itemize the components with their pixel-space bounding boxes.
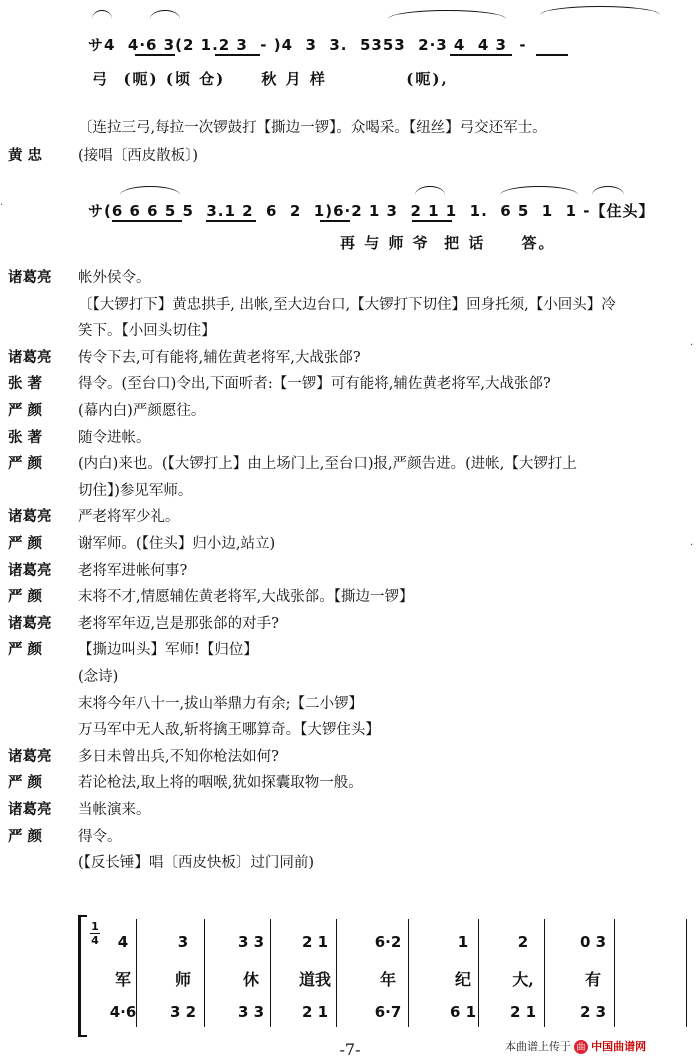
lower-note: 6·7 xyxy=(374,1003,402,1021)
dialogue-text: (念诗) xyxy=(78,669,119,685)
lower-note: 6 1 xyxy=(449,1003,477,1021)
watermark-site: 中国曲谱网 xyxy=(591,1041,647,1053)
slur-mark xyxy=(120,186,180,195)
dialogue-text: 老将军进帐何事? xyxy=(78,562,188,579)
notation-line-2: サ(6 6 6 5 5 3.1 2 6 2 1)6·2 1 3 2 1 1 1. 6 5 1 1 -【住头】 xyxy=(88,202,655,220)
time-signature-top: 1 xyxy=(91,920,99,933)
underline-mark xyxy=(536,54,568,56)
lower-note: 3 2 xyxy=(169,1003,197,1021)
underline-mark xyxy=(206,220,256,222)
dialogue-text: 〔【大锣打下】黄忠拱手, 出帐,至大边台口,【大锣打下切住】回身托须,【小回头】冷 xyxy=(78,296,616,313)
dialogue-text: (内白)来也。(【大锣打上】由上场门上,至台口)报,严颜告进。(进帐,【大锣打上 xyxy=(78,456,577,473)
dialogue-text: 得令。(至台口)令出,下面听者:【一锣】可有能将,辅佐黄老将军,大战张郃? xyxy=(78,376,551,393)
score-lyric: 年 xyxy=(379,970,396,989)
underline-mark xyxy=(135,54,175,56)
upper-note: 4 xyxy=(117,933,129,951)
upper-note: 3 3 xyxy=(237,933,265,951)
slur-mark xyxy=(388,10,506,19)
margin-mark: · xyxy=(690,340,694,351)
notation-line-1: サ4 4·6 3(2 1.2 3 - )4 3 3. 5353 2·3 4 4 3 - xyxy=(88,36,527,54)
dialogue-text: (接唱〔西皮散板〕) xyxy=(78,148,199,164)
dialogue-text: 笑下。【小回头切住】 xyxy=(78,323,216,340)
speaker-name: 诸葛亮 xyxy=(8,561,52,579)
page-number: -7- xyxy=(339,1040,361,1059)
stage-direction-text: 〔连拉三弓,每拉一次锣鼓打【撕边一锣】。众喝采。【纽丝】弓交还军士。 xyxy=(78,120,547,136)
lower-note: 4·6 xyxy=(109,1003,137,1021)
dialogue-text: 得令。 xyxy=(78,828,122,845)
dialogue-text: 帐外侯令。 xyxy=(78,270,151,286)
bar-line xyxy=(686,919,687,1027)
lyric-line-1: 弓 (呃) (顷 仓) 秋 月 样 (呃), xyxy=(92,70,449,88)
dialogue-text: (幕内白)严颜愿往。 xyxy=(78,403,206,419)
dialogue-text: 传令下去,可有能将,辅佐黄老将军,大战张郃? xyxy=(78,349,361,366)
speaker-name: 严 颜 xyxy=(8,588,43,606)
score-lyric: 有 xyxy=(584,970,601,989)
speaker-name: 诸葛亮 xyxy=(8,747,52,765)
upper-note: 2 1 xyxy=(301,933,329,951)
upper-note: 1 xyxy=(457,933,469,951)
score-lyric: 师 xyxy=(174,970,191,989)
dialogue-text: 老将军年迈,岂是那张郃的对手? xyxy=(78,615,279,632)
upper-note: 3 xyxy=(177,933,189,951)
speaker-name: 诸葛亮 xyxy=(8,348,52,366)
slur-mark xyxy=(500,186,578,195)
upper-note: 6·2 xyxy=(374,933,402,951)
dialogue-text: 当帐演来。 xyxy=(78,802,151,818)
dialogue-text: 若论枪法,取上将的咽喉,犹如探囊取物一般。 xyxy=(78,775,363,792)
dialogue-text: 末将今年八十一,拔山举鼎力有余;【二小锣】 xyxy=(78,695,363,712)
dialogue-text: 随令进帐。 xyxy=(78,429,151,446)
speaker-name: 诸葛亮 xyxy=(8,508,52,526)
speaker-name: 严 颜 xyxy=(8,535,43,552)
lower-note: 2 1 xyxy=(301,1003,329,1021)
slur-mark xyxy=(92,10,112,19)
margin-mark: · xyxy=(690,540,694,551)
lower-note: 2 3 xyxy=(579,1003,607,1021)
speaker-name: 严 颜 xyxy=(8,827,43,845)
slur-mark xyxy=(592,186,624,195)
score-lyric: 道我 xyxy=(298,970,331,989)
underline-mark xyxy=(112,220,182,222)
lower-note: 2 1 xyxy=(509,1003,537,1021)
dialogue-text: 切住】)参见军师。 xyxy=(78,482,193,499)
upper-note: 0 3 xyxy=(579,933,607,951)
underline-mark xyxy=(412,220,452,222)
score-lyric: 军 xyxy=(114,970,131,989)
score-system xyxy=(78,915,694,1035)
speaker-name: 黄 忠 xyxy=(8,147,43,164)
score-lyric: 休 xyxy=(242,970,259,989)
watermark-prefix: 本曲谱上传于 xyxy=(505,1041,571,1053)
speaker-name: 诸葛亮 xyxy=(8,269,52,286)
speaker-name: 张 著 xyxy=(8,428,43,446)
dialogue-text: 【撕边叫头】军师!【归位】 xyxy=(78,642,258,659)
dialogue-text: 万马军中无人敌,斩将擒王哪算奇。【大锣住头】 xyxy=(78,722,380,739)
speaker-name: 严 颜 xyxy=(8,774,43,792)
upper-note: 2 xyxy=(517,933,529,951)
speaker-name: 诸葛亮 xyxy=(8,801,52,818)
dialogue-text: 谢军师。(【住头】归小边,站立) xyxy=(78,536,276,552)
slur-mark xyxy=(150,10,180,19)
speaker-name: 诸葛亮 xyxy=(8,614,52,632)
system-bracket xyxy=(78,915,87,1037)
speaker-name: 严 颜 xyxy=(8,455,43,473)
speaker-name: 严 颜 xyxy=(8,402,43,419)
underline-mark xyxy=(450,54,512,56)
score-lyric: 纪 xyxy=(454,970,471,989)
site-logo-icon: 曲 xyxy=(574,1040,588,1054)
site-watermark xyxy=(505,1038,646,1054)
dialogue-text: (【反长锤】唱〔西皮快板〕过门同前) xyxy=(78,855,315,872)
speaker-name: 张 著 xyxy=(8,375,43,393)
underline-mark xyxy=(320,220,350,222)
dialogue-text: 多日未曾出兵,不知你枪法如何? xyxy=(78,748,279,765)
slur-mark xyxy=(540,6,660,15)
underline-mark xyxy=(215,54,260,56)
slur-mark xyxy=(415,186,445,195)
time-signature-bottom: 4 xyxy=(91,934,99,947)
margin-mark: · xyxy=(0,200,4,211)
dialogue-text: 末将不才,情愿辅佐黄老将军,大战张郃。【撕边一锣】 xyxy=(78,589,414,606)
lyric-line-2: 再 与 师 爷 把 话 答。 xyxy=(340,234,556,252)
score-lyric: 大, xyxy=(512,970,534,989)
dialogue-text: 严老将军少礼。 xyxy=(78,509,180,526)
lower-note: 3 3 xyxy=(237,1003,265,1021)
speaker-name: 严 颜 xyxy=(8,641,43,659)
